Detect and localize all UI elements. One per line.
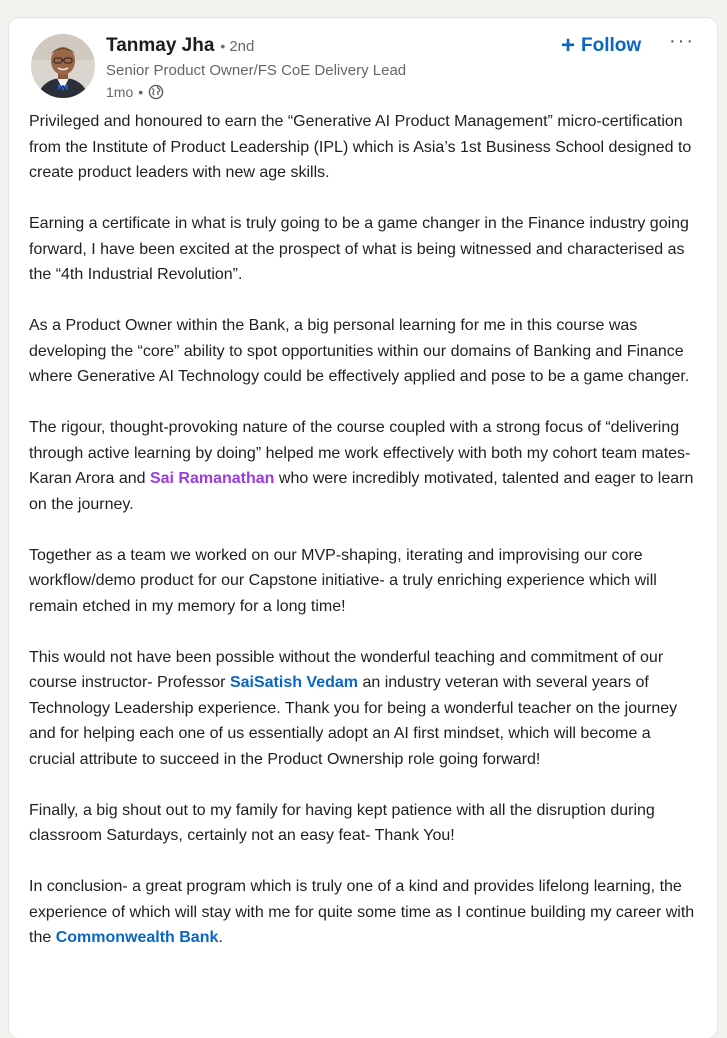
avatar-photo — [31, 34, 95, 98]
mention-sai-ramanathan[interactable]: Sai Ramanathan — [149, 470, 275, 487]
follow-button[interactable] — [555, 30, 647, 62]
post-time: 1mo — [106, 84, 134, 100]
meta-separator: • — [138, 84, 144, 100]
post-paragraph-1: Privileged and honoured to earn the “Generative AI Product Management” micro-certification from the Institute of Product Leadership (IPL) which is Asia’s 1st Business School designed to create product leaders with new age skills. — [29, 113, 692, 181]
paragraph-8-text-after: . — [218, 929, 223, 946]
post-paragraph-3: As a Product Owner within the Bank, a big personal learning for me in this course was developing the “core” ability to spot opportunities within our domains of Banking and Finance where Generative AI Technology could be effectively applied and pose to be a game changer. — [29, 317, 690, 385]
mention-commonwealth-bank[interactable]: Commonwealth Bank — [55, 929, 219, 946]
author-info — [106, 36, 406, 100]
post-meta — [106, 84, 406, 100]
globe-icon — [148, 84, 164, 100]
post-paragraph-5: Together as a team we worked on our MVP-shaping, iterating and improvising our core workflow/demo product for our Capstone initiative- a truly enriching experience which will remain etched in my memory for a long time! — [29, 546, 657, 615]
connection-degree: 2nd — [229, 38, 255, 55]
post-paragraph-6 — [29, 645, 699, 773]
mention-saisatish-vedam[interactable]: SaiSatish Vedam — [229, 674, 359, 691]
author-name[interactable]: Tanmay Jha — [106, 35, 215, 56]
paragraph-6-text-after: an industry veteran with several years of Technology Leadership experience. Thank you for being a wonderful teacher on the journey and for helping each one of us essentially adopt an AI first mindset, which will become a crucial attribute to succeed in the Product Ownership role going forward! — [29, 674, 678, 768]
connection-separator: • — [220, 38, 226, 54]
post-card — [9, 18, 717, 1038]
plus-icon: + — [561, 32, 576, 59]
paragraph-6-text-before: This would not have been possible without the wonderful teaching and commitment of our course instructor- Professor — [29, 648, 664, 691]
post-header — [9, 18, 717, 110]
post-paragraph-7: Finally, a big shout out to my family for having kept patience with all the disruption during classroom Saturdays, certainly not an easy feat- Thank You! — [29, 801, 655, 844]
post-paragraph-4 — [29, 415, 699, 517]
author-name-row — [106, 36, 406, 55]
author-avatar[interactable] — [31, 34, 95, 98]
post-body — [29, 109, 699, 976]
paragraph-4-text-after: who were incredibly motivated, talented and eager to learn on the journey. — [29, 470, 694, 513]
paragraph-8-text-before: In conclusion- a great program which is truly one of a kind and provides lifelong learning, the experience of which will stay with me for quite some time as I continue building my career with the — [29, 878, 695, 946]
post-paragraph-8 — [29, 874, 699, 951]
more-options-button[interactable]: ··· — [669, 30, 695, 52]
paragraph-4-text-before: The rigour, thought-provoking nature of the course coupled with a strong focus of “delivering through active learning by doing” helped me work effectively with both my cohort team mates-Karan Arora and — [29, 419, 691, 487]
author-headline: Senior Product Owner/FS CoE Delivery Lead — [106, 62, 407, 79]
post-paragraph-2: Earning a certificate in what is truly going to be a game changer in the Finance industry going forward, I have been excited at the prospect of what is being witnessed and characterised as the “4th Industrial Revolution”. — [29, 215, 689, 283]
follow-label: Follow — [581, 35, 642, 56]
